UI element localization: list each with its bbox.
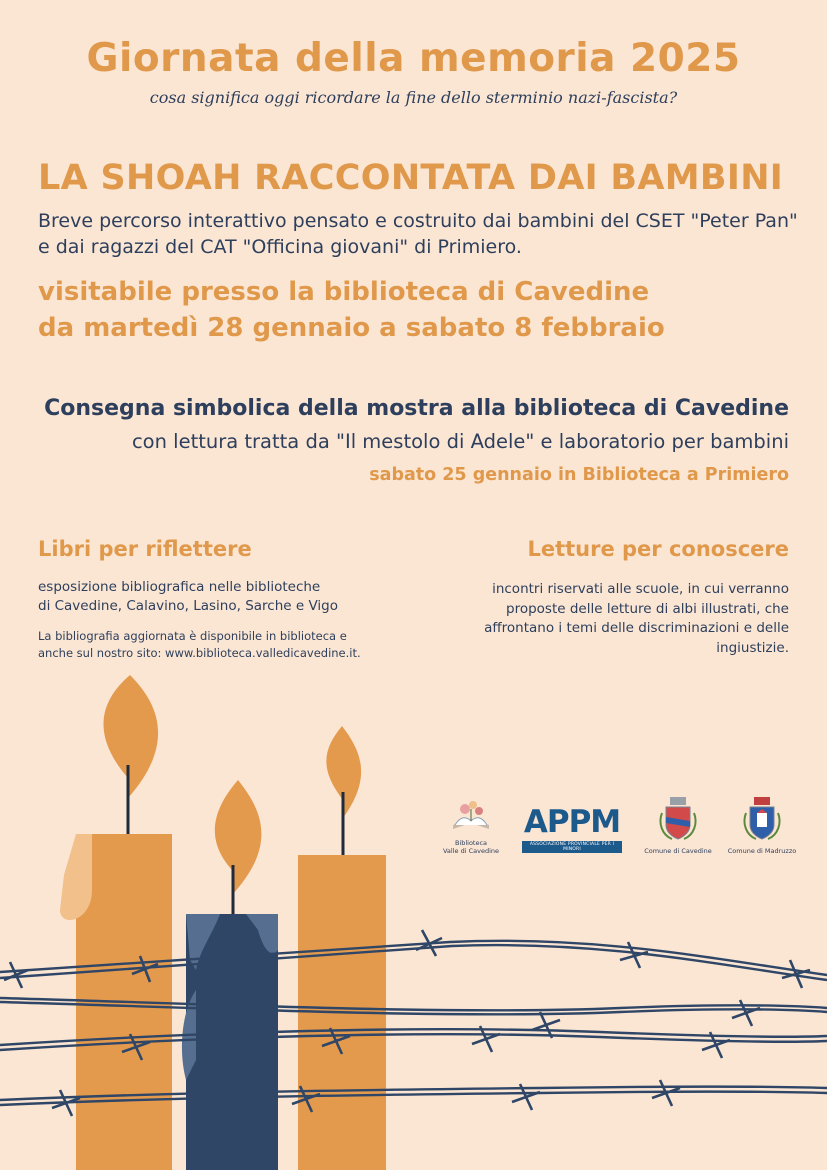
visit-dates: da martedì 28 gennaio a sabato 8 febbraio bbox=[38, 313, 665, 343]
books-note bbox=[38, 628, 398, 662]
poster-subtitle: cosa significa oggi ricordare la fine dello sterminio nazi-fascista? bbox=[149, 88, 678, 107]
books-body-line: di Cavedine, Calavino, Lasino, Sarche e Vigo bbox=[38, 598, 338, 614]
candles-illustration bbox=[0, 660, 827, 1170]
delivery-title: Consegna simbolica della mostra alla biblioteca di Cavedine bbox=[44, 396, 789, 421]
logo-appm bbox=[522, 805, 622, 853]
logo-comune-cavedine bbox=[642, 795, 714, 855]
delivery-date: sabato 25 gennaio in Biblioteca a Primiero bbox=[369, 465, 789, 485]
candle-icon bbox=[182, 780, 278, 1170]
books-body-line: esposizione bibliografica nelle biblioteche bbox=[38, 579, 321, 595]
delivery-reading: con lettura tratta da "Il mestolo di Adele" e laboratorio per bambini bbox=[131, 430, 789, 453]
appm-caption: ASSOCIAZIONE PROVINCIALE PER I MINORI bbox=[522, 841, 622, 853]
event-headline: LA SHOAH RACCONTATA DAI BAMBINI bbox=[38, 158, 784, 198]
poster-title: Giornata della memoria 2025 bbox=[86, 36, 741, 81]
books-note-line: anche sul nostro sito: www.biblioteca.valledicavedine.it. bbox=[38, 646, 361, 660]
event-visit-info bbox=[38, 274, 665, 346]
description-line: Breve percorso interattivo pensato e costruito dai bambini del CSET "Peter Pan" bbox=[38, 210, 798, 232]
sponsor-logos bbox=[430, 795, 800, 865]
books-body bbox=[38, 578, 378, 616]
coat-of-arms-icon bbox=[656, 795, 700, 843]
logo-caption: Comune di Cavedine bbox=[644, 847, 712, 855]
logo-caption: Comune di Madruzzo bbox=[727, 847, 797, 855]
readings-body-line: ingiustizie. bbox=[716, 639, 789, 656]
logo-comune-madruzzo bbox=[726, 795, 798, 855]
visit-location: visitabile presso la biblioteca di Cavedine bbox=[38, 277, 650, 307]
readings-heading: Letture per conoscere bbox=[527, 537, 789, 561]
books-heading: Libri per riflettere bbox=[38, 537, 252, 561]
readings-body-line: affrontano i temi delle discriminazioni e delle bbox=[484, 620, 789, 636]
readings-body-line: incontri riservati alle scuole, in cui verranno bbox=[492, 581, 789, 597]
books-note-line: La bibliografia aggiornata è disponibile in biblioteca e bbox=[38, 629, 347, 643]
readings-body-line: proposte delle letture di albi illustrati, che bbox=[506, 600, 789, 617]
logo-caption: Biblioteca bbox=[454, 839, 488, 847]
event-description bbox=[38, 208, 798, 260]
description-line: e dai ragazzi del CAT "Officina giovani" di Primiero. bbox=[38, 236, 522, 258]
appm-wordmark: APPM bbox=[523, 804, 621, 840]
logo-biblioteca bbox=[436, 795, 506, 855]
book-logo-icon bbox=[449, 795, 493, 835]
coat-of-arms-icon bbox=[740, 795, 784, 843]
logo-caption: Valle di Cavedine bbox=[442, 847, 500, 855]
readings-body bbox=[449, 580, 789, 658]
